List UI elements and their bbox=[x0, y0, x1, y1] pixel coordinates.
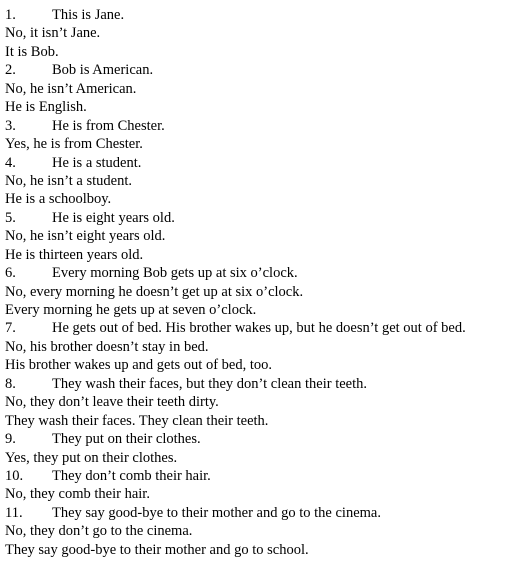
answer-line: No, he isn’t a student. bbox=[5, 172, 132, 189]
statement-text: Bob is American. bbox=[52, 62, 154, 79]
answer-line: No, he isn’t American. bbox=[5, 80, 137, 97]
item-number: 6. bbox=[5, 265, 16, 282]
item-number: 3. bbox=[5, 117, 16, 134]
correction-line: It is Bob. bbox=[5, 43, 59, 60]
item-number: 2. bbox=[5, 62, 16, 79]
statement-line bbox=[5, 430, 514, 448]
correction-line: They wash their faces. They clean their teeth. bbox=[5, 412, 269, 429]
statement-line bbox=[5, 467, 514, 485]
statement-line bbox=[5, 504, 514, 522]
statement-line bbox=[5, 117, 514, 135]
statement-text: This is Jane. bbox=[52, 7, 125, 23]
item-number: 4. bbox=[5, 154, 16, 171]
statement-text: He gets out of bed. His brother wakes up, but he doesn’t get out of bed. bbox=[52, 320, 466, 337]
item-number: 7. bbox=[5, 320, 16, 337]
answer-line: No, his brother doesn’t stay in bed. bbox=[5, 338, 209, 355]
statement-line bbox=[5, 209, 514, 227]
item-number: 5. bbox=[5, 209, 16, 226]
item-number: 11. bbox=[5, 504, 23, 521]
statement-line bbox=[5, 264, 514, 282]
statement-text: Every morning Bob gets up at six o’clock. bbox=[52, 265, 298, 282]
statement-text: They say good-bye to their mother and go to the cinema. bbox=[52, 504, 381, 521]
statement-text: They put on their clothes. bbox=[52, 431, 201, 448]
statement-line bbox=[5, 375, 514, 393]
correction-line: Every morning he gets up at seven o’clock. bbox=[5, 302, 257, 318]
answer-line: No, they comb their hair. bbox=[5, 486, 150, 503]
statement-line bbox=[5, 154, 514, 172]
item-number: 1. bbox=[5, 7, 16, 23]
statement-text: He is a student. bbox=[52, 154, 142, 171]
item-number: 8. bbox=[5, 375, 16, 392]
answer-line: No, he isn’t eight years old. bbox=[5, 228, 166, 245]
correction-line: He is a schoolboy. bbox=[5, 191, 112, 208]
answer-line: Yes, he is from Chester. bbox=[5, 136, 143, 153]
statement-text: He is from Chester. bbox=[52, 117, 165, 134]
exercise-document bbox=[5, 6, 514, 559]
correction-line: They say good-bye to their mother and go to school. bbox=[5, 541, 309, 558]
answer-line: No, every morning he doesn’t get up at six o’clock. bbox=[5, 283, 304, 300]
correction-line: He is thirteen years old. bbox=[5, 246, 144, 263]
answer-line: No, it isn’t Jane. bbox=[5, 25, 101, 42]
statement-text: They wash their faces, but they don’t clean their teeth. bbox=[52, 375, 367, 392]
statement-line bbox=[5, 319, 514, 337]
statement-text: He is eight years old. bbox=[52, 209, 175, 226]
correction-line: His brother wakes up and gets out of bed, too. bbox=[5, 357, 272, 374]
item-number: 10. bbox=[5, 467, 24, 484]
correction-line: He is English. bbox=[5, 99, 87, 116]
answer-line: Yes, they put on their clothes. bbox=[5, 449, 178, 466]
answer-line: No, they don’t go to the cinema. bbox=[5, 523, 193, 540]
answer-line: No, they don’t leave their teeth dirty. bbox=[5, 394, 219, 411]
statement-line bbox=[5, 61, 514, 79]
statement-text: They don’t comb their hair. bbox=[52, 467, 211, 484]
statement-line bbox=[5, 6, 514, 24]
item-number: 9. bbox=[5, 431, 16, 448]
